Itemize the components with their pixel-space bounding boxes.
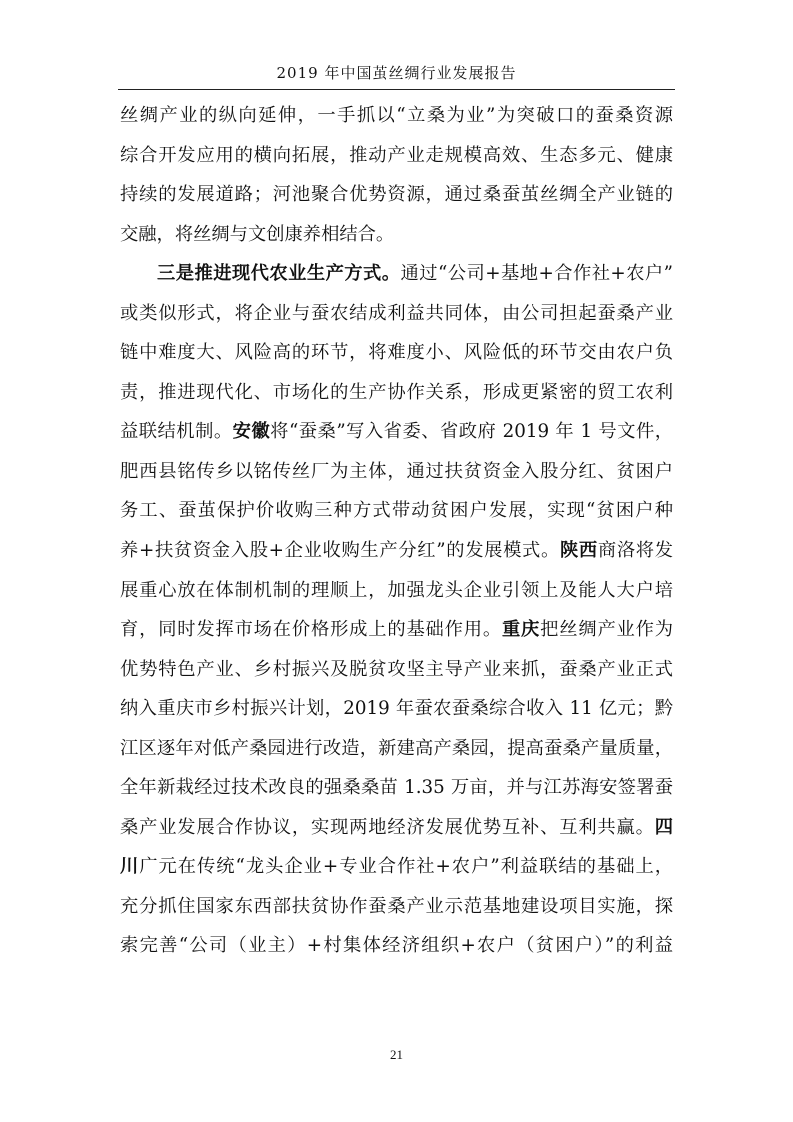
paragraph-2-line-10	[120, 610, 673, 650]
paragraph-2-line-8	[120, 531, 673, 571]
paragraph-2-line-5	[120, 412, 673, 452]
region-anhui: 安徽	[232, 421, 271, 443]
body-text	[120, 96, 673, 966]
paragraph-2-line-15	[120, 808, 673, 848]
paragraph-1-line-3: 持续的发展道路；河池聚合优势资源，通过桑蚕茧丝绸全产业链的	[120, 184, 673, 206]
paragraph-2-line-17: 充分抓住国家东西部扶贫协作蚕桑产业示范基地建设项目实施，探	[120, 895, 673, 917]
paragraph-2-line-14: 全年新栽经过技术改良的强桑桑苗 1.35 万亩，并与江苏海安签署蚕	[120, 777, 673, 799]
paragraph-2-line-1	[120, 254, 673, 294]
paragraph-2-line-7: 务工、蚕茧保护价收购三种方式带动贫困户发展，实现“贫困户种	[120, 500, 673, 522]
paragraph-2-line-3: 链中难度大、风险高的环节，将难度小、风险低的环节交由农户负	[120, 342, 673, 364]
text-run: 桑产业发展合作协议，实现两地经济发展优势互补、互利共赢。	[120, 816, 655, 838]
section-heading: 三是推进现代农业生产方式。	[157, 263, 401, 285]
page-number: 21	[390, 1047, 403, 1062]
page-header: 2019 年中国茧丝绸行业发展报告	[276, 64, 517, 82]
paragraph-2-line-11: 优势特色产业、乡村振兴及脱贫攻坚主导产业来抓，蚕桑产业正式	[120, 658, 673, 680]
text-run: 益联结机制。	[120, 421, 233, 443]
paragraph-2-line-6: 肥西县铭传乡以铭传丝厂为主体，通过扶贫资金入股分红、贫困户	[120, 460, 673, 482]
region-chongqing: 重庆	[501, 619, 541, 641]
text-run: 将“蚕桑”写入省委、省政府 2019 年 1 号文件，	[270, 421, 674, 443]
header-rule	[118, 89, 675, 90]
paragraph-1-line-4: 交融，将丝绸与文创康养相结合。	[120, 223, 395, 245]
text-run: 广元在传统“龙头企业+专业合作社+农户”利益联结的基础上，	[139, 856, 674, 878]
paragraph-2-line-16	[120, 847, 673, 887]
paragraph-2-line-4: 责，推进现代化、市场化的生产协作关系，形成更紧密的贸工农利	[120, 381, 673, 403]
paragraph-2-line-18: 索完善“公司（业主）+村集体经济组织+农户（贫困户）”的利益	[120, 935, 673, 957]
paragraph-1-line-2: 综合开发应用的横向拓展，推动产业走规模高效、生态多元、健康	[120, 144, 673, 166]
paragraph-2-line-12: 纳入重庆市乡村振兴计划，2019 年蚕农蚕桑综合收入 11 亿元；黔	[120, 698, 673, 720]
paragraph-2-line-2: 或类似形式，将企业与蚕农结成利益共同体，由公司担起蚕桑产业	[120, 302, 673, 324]
region-sichuan-part-2: 川	[120, 856, 140, 878]
text-run: 通过“公司+基地+合作社+农户”	[400, 263, 674, 285]
region-sichuan-part-1: 四	[654, 816, 673, 838]
text-run: 把丝绸产业作为	[540, 619, 674, 641]
region-shaanxi: 陕西	[559, 540, 598, 562]
text-run: 商洛将发	[597, 540, 674, 562]
paragraph-2-line-9: 展重心放在体制机制的理顺上，加强龙头企业引领上及能人大户培	[120, 579, 673, 601]
paragraph-1-line-1: 丝绸产业的纵向延伸，一手抓以“立桑为业”为突破口的蚕桑资源	[120, 105, 673, 126]
text-run: 养+扶贫资金入股+企业收购生产分红”的发展模式。	[120, 540, 560, 562]
paragraph-2-line-13: 江区逐年对低产桑园进行改造，新建高产桑园，提高蚕桑产量质量，	[120, 737, 673, 759]
text-run: 育，同时发挥市场在价格形成上的基础作用。	[120, 619, 502, 641]
